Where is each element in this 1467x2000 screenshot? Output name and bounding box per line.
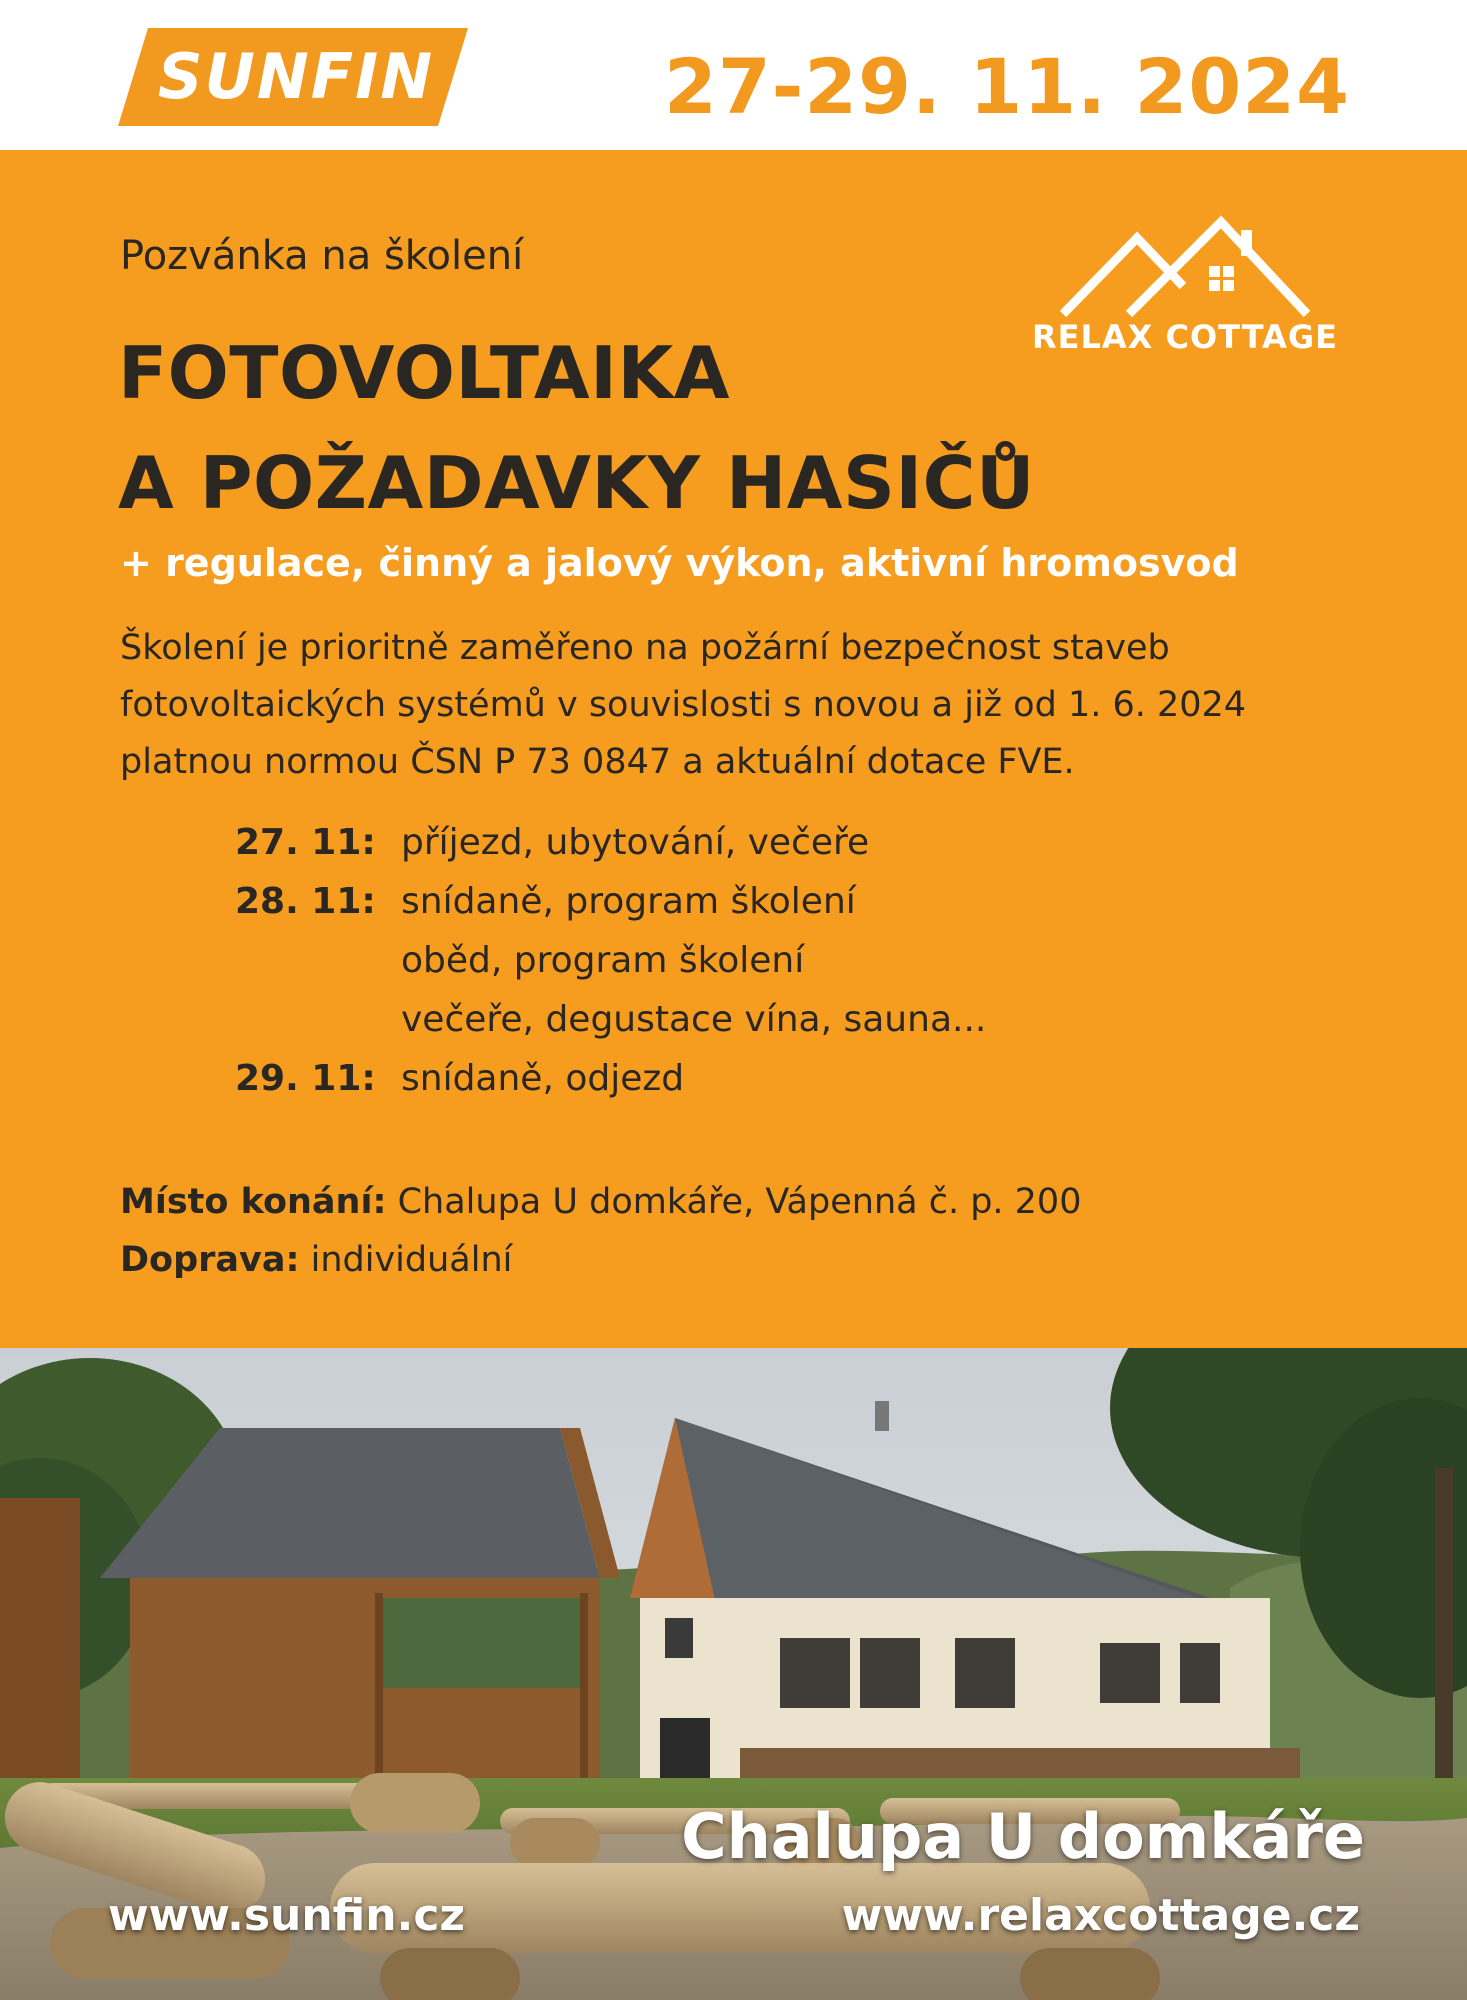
transport-label: Doprava: (120, 1240, 300, 1280)
schedule-date: 29. 11: (235, 1058, 376, 1099)
relaxcottage-website-link[interactable]: www.relaxcottage.cz (841, 1890, 1360, 1941)
page-title (118, 318, 1035, 538)
invitation-intro: Pozvánka na školení (120, 233, 524, 279)
house-roof-icon (1055, 210, 1315, 320)
event-info (120, 1173, 1081, 1289)
event-date: 27-29. 11. 2024 (663, 42, 1350, 131)
place-value: Chalupa U domkáře, Vápenná č. p. 200 (397, 1182, 1082, 1222)
place-line (120, 1173, 1081, 1231)
description-line: Školení je prioritně zaměřeno na požární bezpečnost staveb (120, 628, 1170, 668)
partner-name: RELAX COTTAGE (1032, 318, 1338, 356)
schedule-activity: snídaně, odjezd (401, 1058, 685, 1099)
schedule-activity: večeře, degustace vína, sauna... (401, 999, 987, 1040)
schedule-activity: snídaně, program školení (401, 881, 856, 922)
description-line: platnou normou ČSN P 73 0847 a aktuální dotace FVE. (120, 742, 1075, 782)
title-line-2: A POŽADAVKY HASIČŮ (118, 441, 1035, 525)
place-label: Místo konání: (120, 1182, 387, 1222)
invitation-panel (0, 150, 1467, 1348)
subtitle: + regulace, činný a jalový výkon, aktivní hromosvod (120, 541, 1239, 585)
brand-wordmark: SUNFIN (157, 40, 435, 113)
transport-line (120, 1231, 1081, 1289)
schedule-activity: oběd, program školení (401, 940, 805, 981)
header (0, 0, 1467, 150)
description (120, 620, 1360, 791)
relax-cottage-logo (1015, 210, 1355, 370)
schedule-date: 28. 11: (235, 881, 376, 922)
schedule-date: 27. 11: (235, 822, 376, 863)
description-line: fotovoltaických systémů v souvislosti s novou a již od 1. 6. 2024 (120, 685, 1247, 725)
transport-value: individuální (310, 1240, 513, 1280)
venue-name: Chalupa U domkáře (681, 1800, 1365, 1873)
sunfin-logo (118, 22, 468, 132)
title-line-1: FOTOVOLTAIKA (118, 331, 730, 415)
sunfin-website-link[interactable]: www.sunfin.cz (108, 1890, 466, 1941)
schedule-activity: příjezd, ubytování, večeře (401, 822, 870, 863)
